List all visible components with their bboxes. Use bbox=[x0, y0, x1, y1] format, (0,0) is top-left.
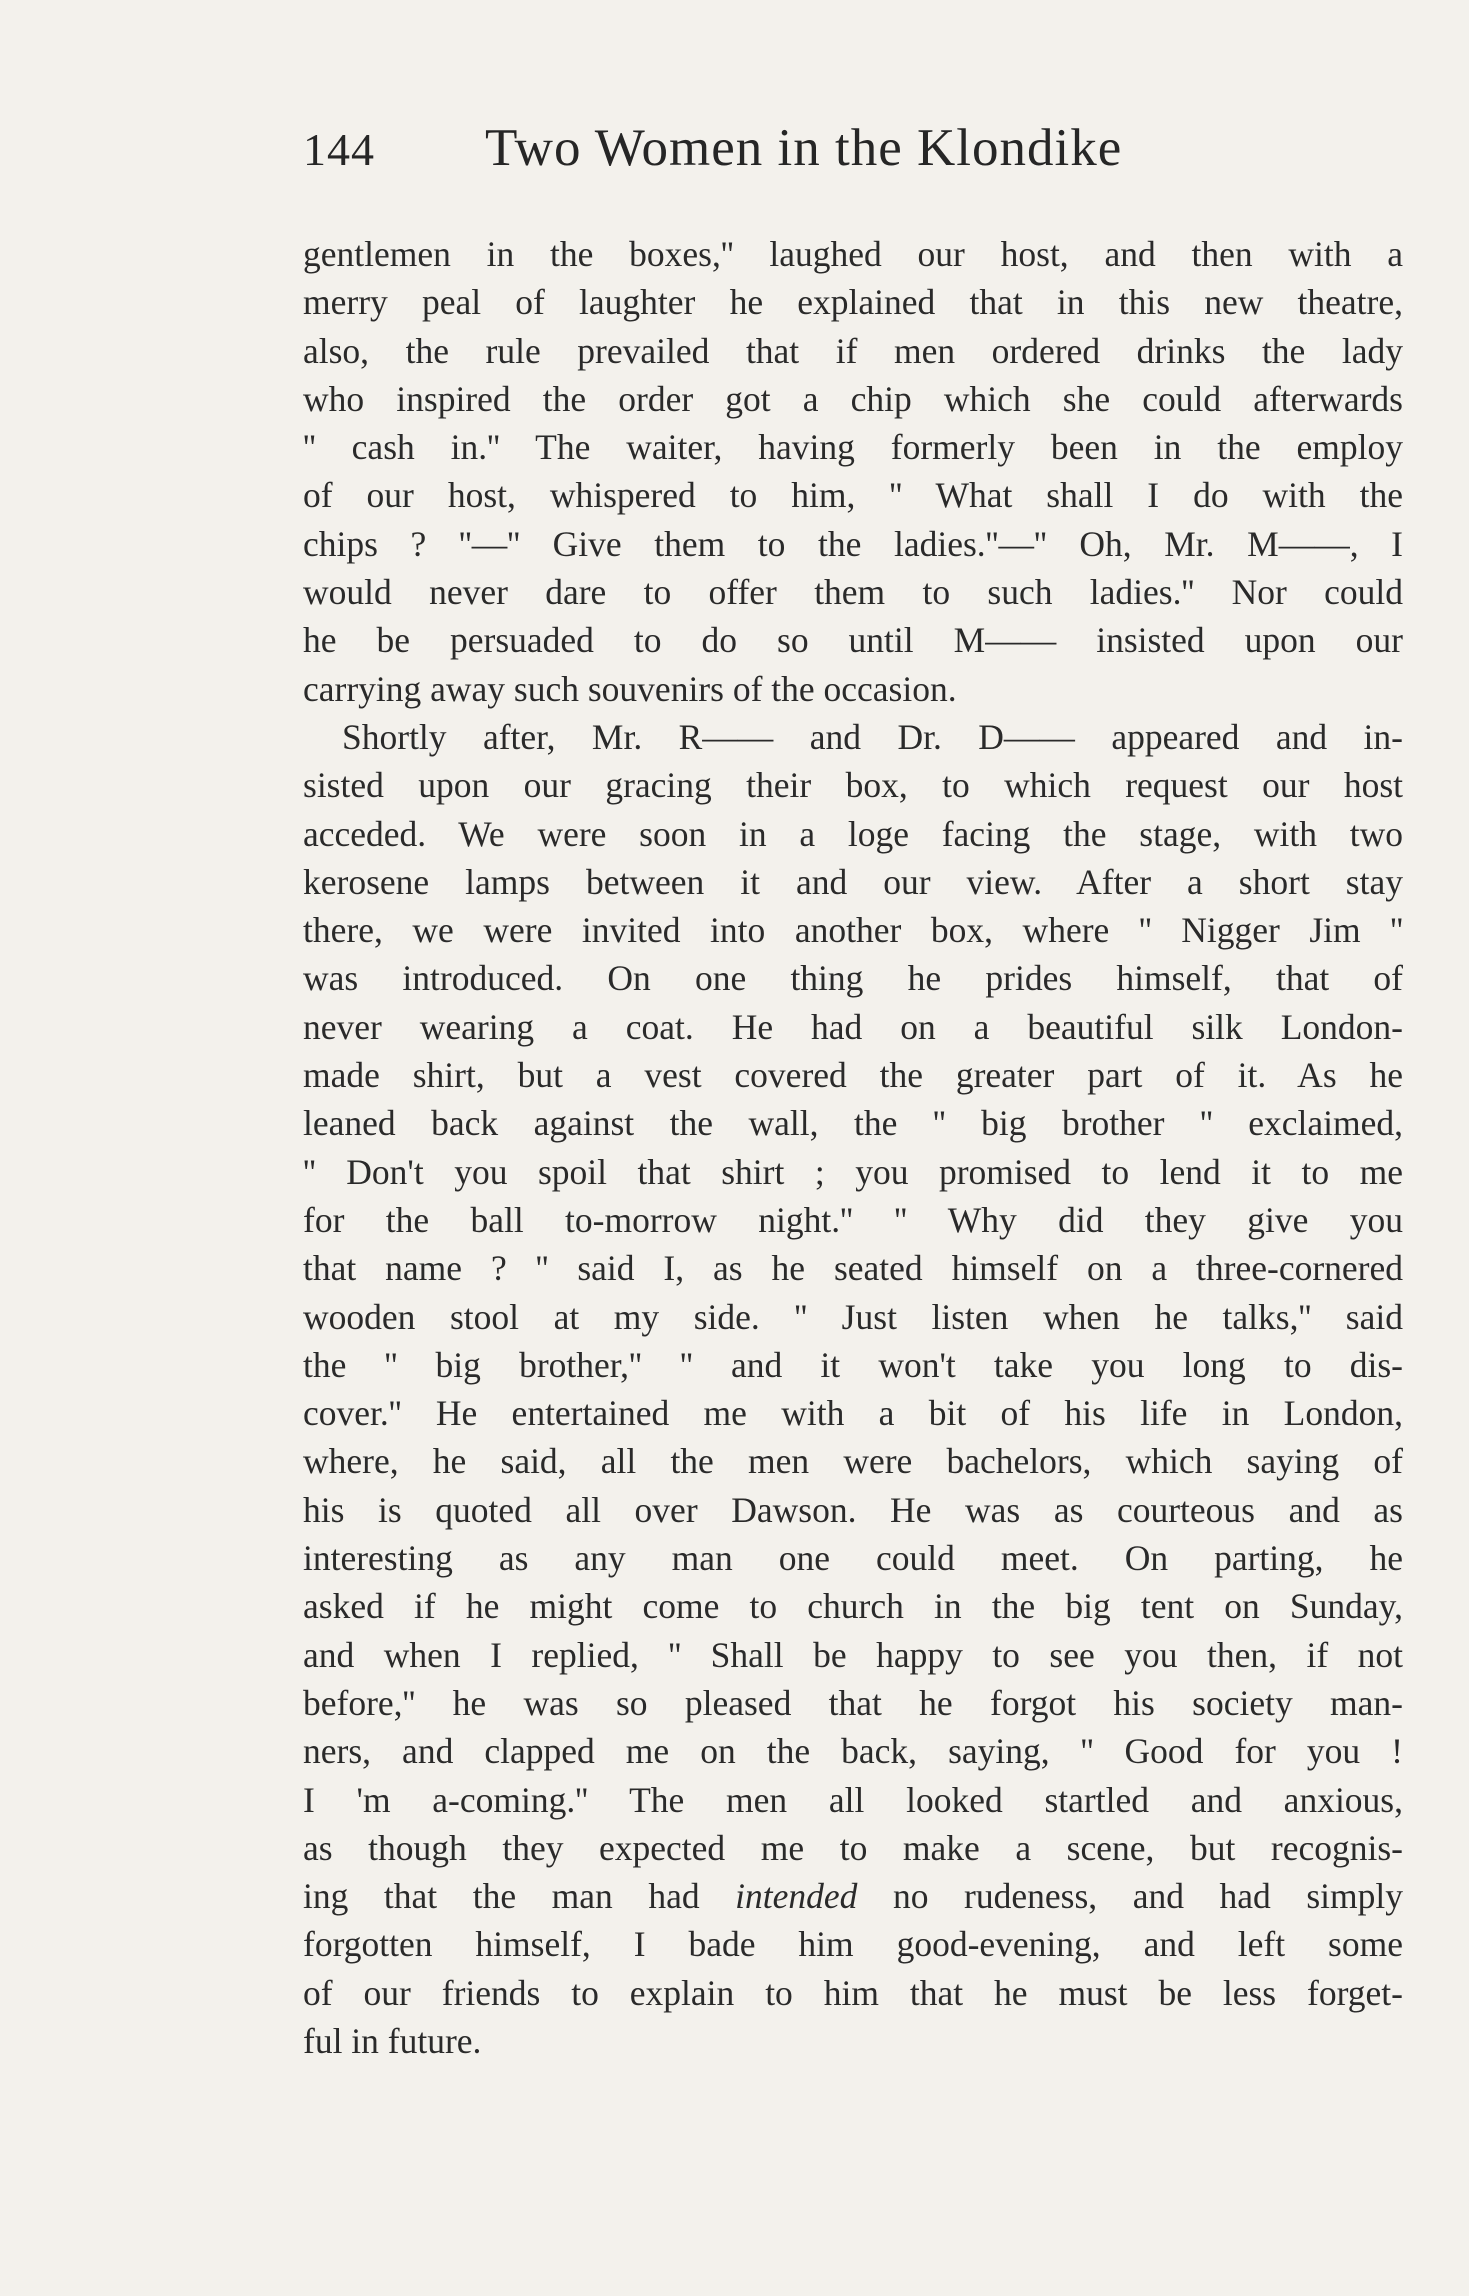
text-line: ful in future. bbox=[303, 2020, 482, 2061]
text-line-with-emphasis bbox=[303, 1872, 1403, 1920]
text-line: carrying away such souvenirs of the occasion. bbox=[303, 668, 957, 709]
page-number: 144 bbox=[303, 124, 375, 175]
paragraph-1 bbox=[303, 230, 1403, 713]
text-line: interesting as any man one could meet. On parting, he bbox=[303, 1538, 1403, 1579]
emphasis-text: intended bbox=[735, 1876, 858, 1917]
text-line: also, the rule prevailed that if men ordered drinks the lady bbox=[303, 330, 1403, 371]
text-line: leaned back against the wall, the '' big brother '' exclaimed, bbox=[303, 1103, 1403, 1144]
text-line: of our host, whispered to him, '' What shall I do with the bbox=[303, 475, 1403, 516]
text-line: before,'' he was so pleased that he forgot his society man- bbox=[303, 1682, 1403, 1723]
body-text bbox=[303, 230, 1403, 2065]
paragraph-2 bbox=[303, 713, 1403, 2065]
text-line: he be persuaded to do so until M—— insisted upon our bbox=[303, 620, 1403, 661]
text-line: never wearing a coat. He had on a beautiful silk London- bbox=[303, 1006, 1403, 1047]
text-line: sisted upon our gracing their box, to which request our host bbox=[303, 765, 1403, 806]
text-line: was introduced. On one thing he prides himself, that of bbox=[303, 958, 1403, 999]
text-line: wooden stool at my side. '' Just listen when he talks,'' said bbox=[303, 1296, 1403, 1337]
text-line: there, we were invited into another box, where '' Nigger Jim '' bbox=[303, 910, 1403, 951]
text-line: kerosene lamps between it and our view. After a short stay bbox=[303, 861, 1403, 902]
text-line: '' Don't you spoil that shirt ; you promised to lend it to me bbox=[303, 1151, 1403, 1192]
text-line: forgotten himself, I bade him good-evening, and left some bbox=[303, 1924, 1403, 1965]
text-line: the '' big brother,'' '' and it won't take you long to dis- bbox=[303, 1344, 1403, 1385]
text-line: of our friends to explain to him that he must be less forget- bbox=[303, 1972, 1403, 2013]
text-line: merry peal of laughter he explained that in this new theatre, bbox=[303, 282, 1403, 323]
text-line: and when I replied, '' Shall be happy to see you then, if not bbox=[303, 1634, 1403, 1675]
text-line: '' cash in.'' The waiter, having formerly been in the employ bbox=[303, 427, 1403, 468]
text-line: chips ? ''—'' Give them to the ladies.''—'' Oh, Mr. M——, I bbox=[303, 523, 1403, 564]
text-span: ing that the man had bbox=[303, 1876, 736, 1917]
text-line: as though they expected me to make a scene, but recognis- bbox=[303, 1827, 1403, 1868]
text-line: his is quoted all over Dawson. He was as courteous and as bbox=[303, 1489, 1403, 1530]
text-line: Shortly after, Mr. R—— and Dr. D—— appeared and in- bbox=[342, 716, 1403, 757]
text-line: ners, and clapped me on the back, saying, '' Good for you ! bbox=[303, 1731, 1403, 1772]
running-head bbox=[303, 118, 1223, 188]
text-line: who inspired the order got a chip which she could afterwards bbox=[303, 378, 1403, 419]
text-line: acceded. We were soon in a loge facing the stage, with two bbox=[303, 813, 1403, 854]
text-line: I 'm a-coming.'' The men all looked startled and anxious, bbox=[303, 1779, 1403, 1820]
text-line: would never dare to offer them to such ladies.'' Nor could bbox=[303, 572, 1403, 613]
running-title: Two Women in the Klondike bbox=[485, 119, 1123, 177]
text-span: no rudeness, and had simply bbox=[857, 1876, 1403, 1917]
text-line: where, he said, all the men were bachelors, which saying of bbox=[303, 1441, 1403, 1482]
text-line: asked if he might come to church in the big tent on Sunday, bbox=[303, 1586, 1403, 1627]
text-line: that name ? '' said I, as he seated himself on a three-cornered bbox=[303, 1248, 1403, 1289]
text-line: made shirt, but a vest covered the greater part of it. As he bbox=[303, 1055, 1403, 1096]
text-line: gentlemen in the boxes,'' laughed our host, and then with a bbox=[303, 234, 1403, 274]
text-line: for the ball to-morrow night.'' '' Why did they give you bbox=[303, 1199, 1403, 1240]
text-line: cover.'' He entertained me with a bit of his life in London, bbox=[303, 1393, 1403, 1434]
